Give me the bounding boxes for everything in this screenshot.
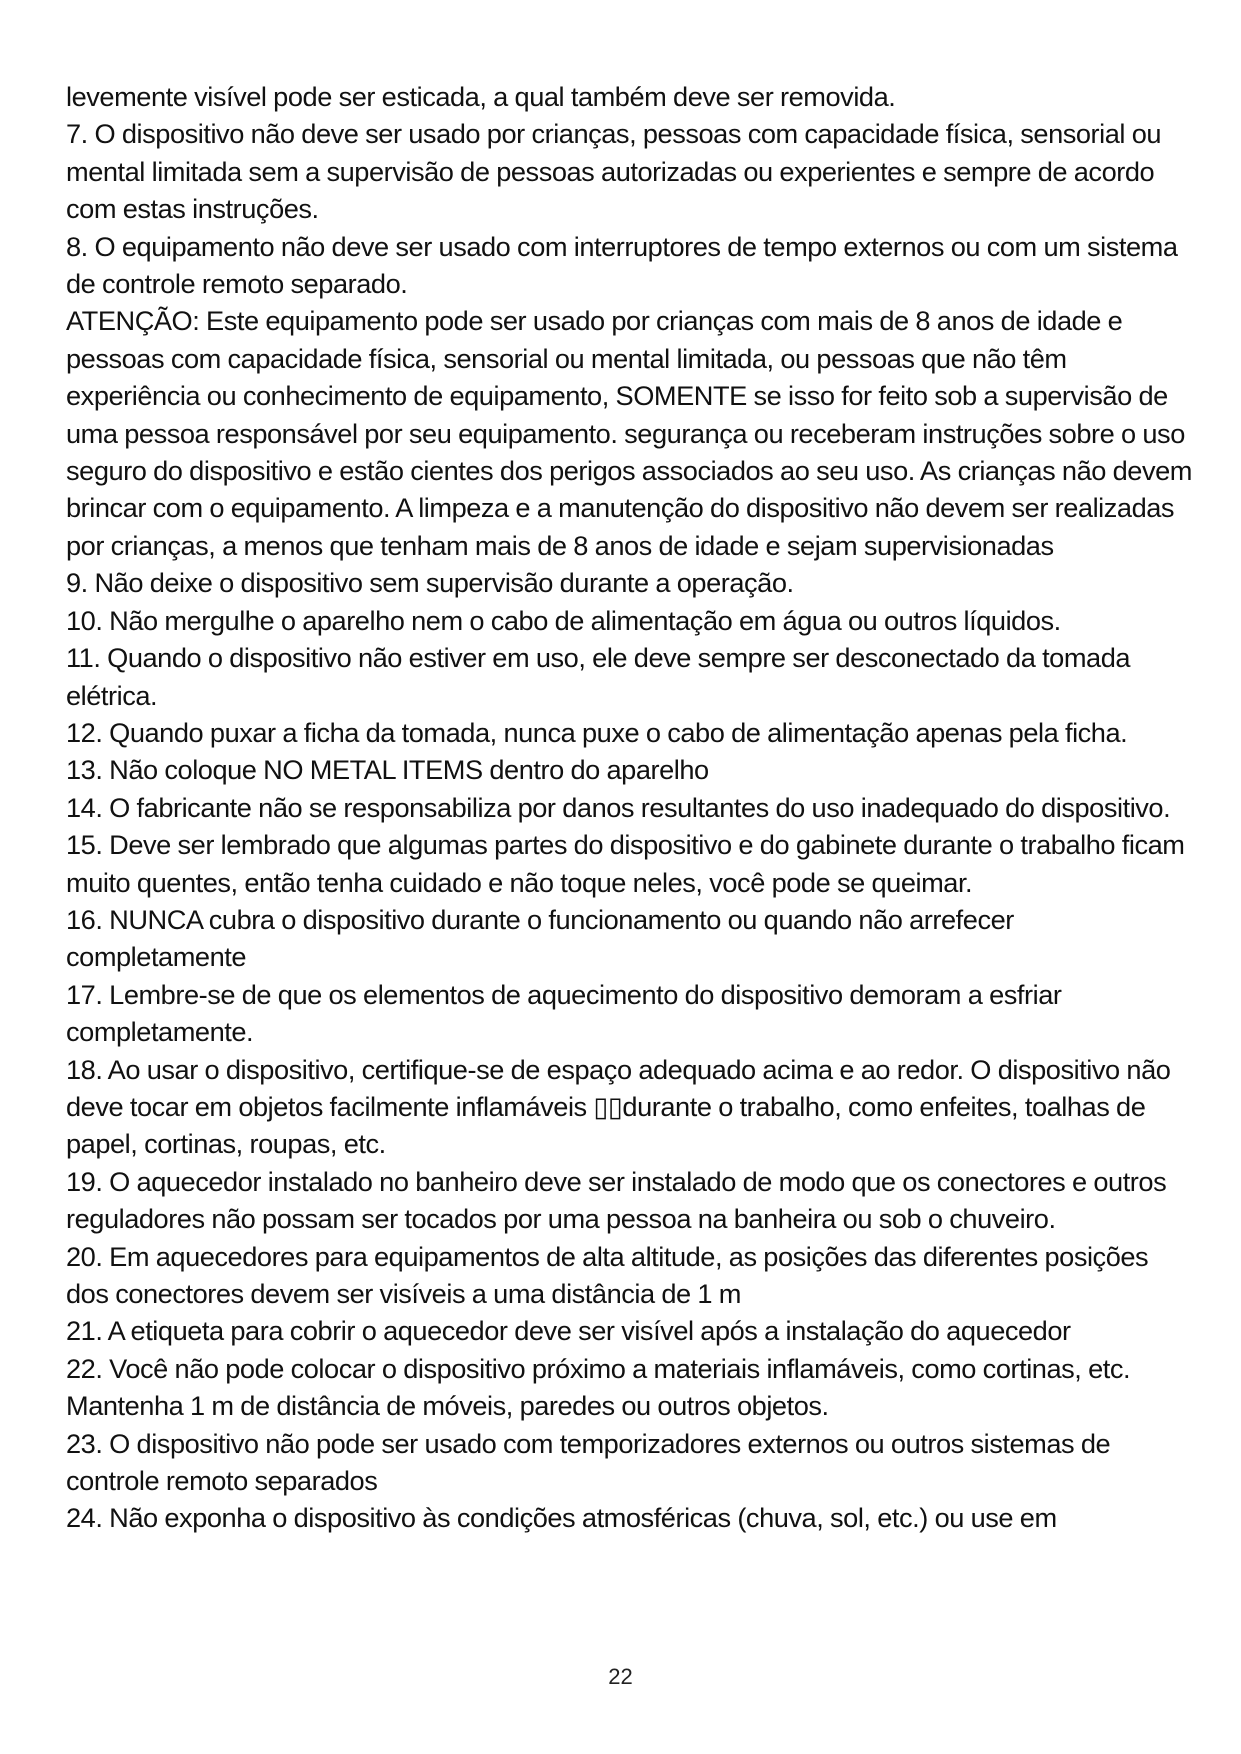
paragraph-attention-warning: ATENÇÃO: Este equipamento pode ser usado por crianças com mais de 8 anos de idade e pessoas com capacidade física, sensorial ou mental limitada, ou pessoas que não têm experiência ou conhecimento de equipamento, SOMENTE se isso for feito sob a supervisão de uma pessoa responsável por seu equipamento. segurança ou receberam instruções sobre o uso seguro do dispositivo e estão cientes dos perigos associados ao seu uso. As crianças não devem brincar com o equipamento. A limpeza e a manutenção do dispositivo não devem ser realizadas por crianças, a menos que tenham mais de 8 anos de idade e sejam supervisionadas [66,305,1192,561]
paragraph-item-10: 10. Não mergulhe o aparelho nem o cabo de alimentação em água ou outros líquidos. [66,604,1061,636]
paragraph-item-17: 17. Lembre-se de que os elementos de aquecimento do dispositivo demoram a esfriar completamente. [66,978,1062,1048]
paragraph-continuation: levemente visível pode ser esticada, a qual também deve ser removida. [66,81,896,112]
paragraph-item-20: 20. Em aquecedores para equipamentos de alta altitude, as posições das diferentes posições dos conectores devem ser visíveis a uma distância de 1 m [66,1240,1149,1309]
page-number: 22 [608,1664,633,1689]
paragraph-item-8: 8. O equipamento não deve ser usado com interruptores de tempo externos ou com um sistema de controle remoto separado. [66,230,1178,300]
paragraph-item-12: 12. Quando puxar a ficha da tomada, nunca puxe o cabo de alimentação apenas pela ficha. [66,716,1128,748]
paragraph-item-16: 16. NUNCA cubra o dispositivo durante o funcionamento ou quando não arrefecer completamente [66,903,1014,973]
paragraph-item-15: 15. Deve ser lembrado que algumas partes do dispositivo e do gabinete durante o trabalho ficam muito quentes, então tenha cuidado e não toque neles, você pode se queimar. [66,829,1185,898]
instructions-text [66,78,1192,1537]
paragraph-item-13: 13. Não coloque NO METAL ITEMS dentro do aparelho [66,754,709,786]
paragraph-item-22: 22. Você não pode colocar o dispositivo próximo a materiais inflamáveis, como cortinas, etc. Mantenha 1 m de distância de móveis, paredes ou outros objetos. [66,1352,1131,1422]
paragraph-item-23: 23. O dispositivo não pode ser usado com temporizadores externos ou outros sistemas de controle remoto separados [66,1427,1111,1497]
paragraph-item-21: 21. A etiqueta para cobrir o aquecedor deve ser visível após a instalação do aquecedor [66,1315,1071,1347]
paragraph-item-11: 11. Quando o dispositivo não estiver em uso, ele deve sempre ser desconectado da tomada elétrica. [66,642,1131,711]
paragraph-item-19: 19. O aquecedor instalado no banheiro deve ser instalado de modo que os conectores e outros reguladores não possam ser tocados por uma pessoa na banheira ou sob o chuveiro. [66,1165,1167,1235]
paragraph-item-24: 24. Não exponha o dispositivo às condições atmosféricas (chuva, sol, etc.) ou use em [66,1502,1057,1534]
paragraph-item-7: 7. O dispositivo não deve ser usado por crianças, pessoas com capacidade física, sensorial ou mental limitada sem a supervisão de pessoas autorizadas ou experientes e sempre de acordo com estas instruções. [66,118,1162,225]
paragraph-item-14: 14. O fabricante não se responsabiliza por danos resultantes do uso inadequado do dispositivo. [66,791,1171,823]
paragraph-item-18: 18. Ao usar o dispositivo, certifique-se de espaço adequado acima e ao redor. O dispositivo não deve tocar em objetos facilmente inflamáveis ▯▯durante o trabalho, como enfeites, toalhas de papel, cortinas, roupas, etc. [66,1053,1171,1160]
paragraph-item-9: 9. Não deixe o dispositivo sem supervisão durante a operação. [66,567,794,599]
